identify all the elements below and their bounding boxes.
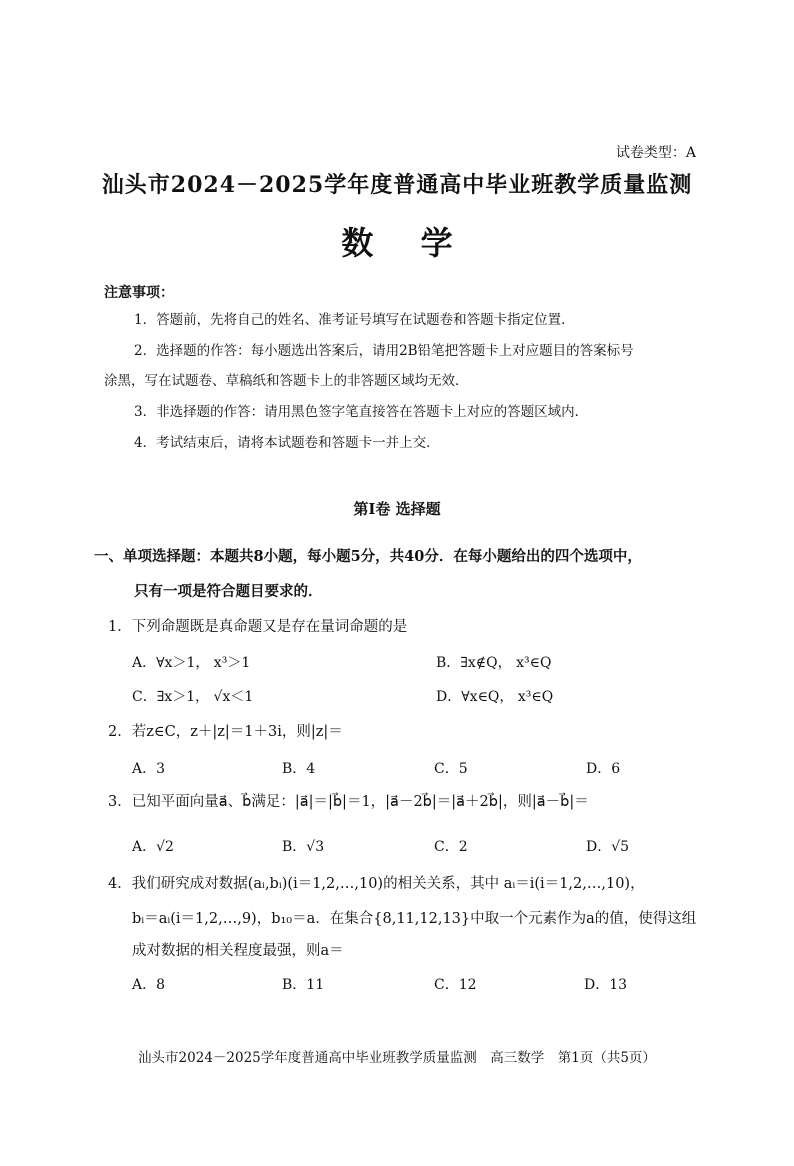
question-3-option-d: D．√5: [586, 839, 630, 855]
question-3-option-c: C．2: [434, 839, 468, 855]
question-2-stem: 2．若z∈C，z＋|z|＝1＋3i，则|z|＝: [108, 724, 343, 740]
question-4-stem-line-3: 成对数据的相关程度最强，则a＝: [132, 943, 344, 959]
notice-item-2-cont: 涂黑，写在试题卷、草稿纸和答题卡上的非答题区域均无效．: [104, 373, 469, 389]
part-title: 第Ⅰ卷 选择题: [353, 500, 441, 518]
question-4-option-c: C．12: [434, 977, 477, 993]
page-footer: 汕头市2024－2025学年度普通高中毕业班教学质量监测 高三数学 第1页（共5页）: [138, 1050, 656, 1066]
question-1-option-d: D．∀x∈Q， x³∈Q: [436, 689, 554, 705]
notice-item-1: 1．答题前，先将自己的姓名、准考证号填写在试题卷和答题卡指定位置．: [134, 312, 575, 328]
question-2-option-c: C．5: [434, 761, 468, 777]
question-3-stem: 3．已知平面向量a⃗、b⃗满足：|a⃗|＝|b⃗|＝1，|a⃗－2b⃗|＝|a⃗＋2b⃗|，则|a⃗－b⃗|＝: [108, 794, 589, 810]
question-2-option-a: A．3: [132, 761, 166, 777]
notice-item-2: 2．选择题的作答：每小题选出答案后，请用2B铅笔把答题卡上对应题目的答案标号: [134, 343, 634, 359]
section-heading-cont: 只有一项是符合题目要求的．: [134, 583, 323, 600]
question-2-option-d: D．6: [586, 761, 621, 777]
question-1-option-c: C．∃x＞1， √x＜1: [132, 689, 254, 705]
notice-item-4: 4．考试结束后，请将本试题卷和答题卡一并上交．: [134, 435, 440, 451]
exam-title: 汕头市2024－2025学年度普通高中毕业班教学质量监测: [101, 172, 693, 198]
question-4-stem-line-1: 4．我们研究成对数据(aᵢ,bᵢ)(i＝1,2,…,10)的相关关系，其中 aᵢ＝i(i＝1,2,…,10)，: [108, 876, 645, 892]
question-4-option-d: D．13: [584, 977, 628, 993]
notice-heading: 注意事项：: [104, 285, 174, 301]
question-4-stem-line-2: bᵢ＝aᵢ(i＝1,2,…,9)，b₁₀＝a．在集合{8,11,12,13}中取一个元素作为a的值，使得这组: [132, 911, 697, 927]
question-1-stem: 1．下列命题既是真命题又是存在量词命题的是: [108, 619, 408, 635]
section-heading: 一、单项选择题：本题共8小题，每小题5分，共40分．在每小题给出的四个选项中，: [94, 548, 642, 565]
paper-type-label: 试卷类型：A: [615, 145, 696, 161]
question-4-option-a: A．8: [132, 977, 166, 993]
question-4-option-b: B．11: [282, 977, 325, 993]
subject-title: 数 学: [341, 224, 471, 262]
question-1-option-b: B．∃x∉Q， x³∈Q: [436, 655, 552, 671]
question-3-option-b: B．√3: [282, 839, 325, 855]
notice-item-3: 3．非选择题的作答：请用黑色签字笔直接答在答题卡上对应的答题区域内．: [134, 404, 589, 420]
question-1-option-a: A．∀x＞1， x³＞1: [132, 655, 251, 671]
question-3-option-a: A．√2: [132, 839, 174, 855]
question-2-option-b: B．4: [282, 761, 316, 777]
